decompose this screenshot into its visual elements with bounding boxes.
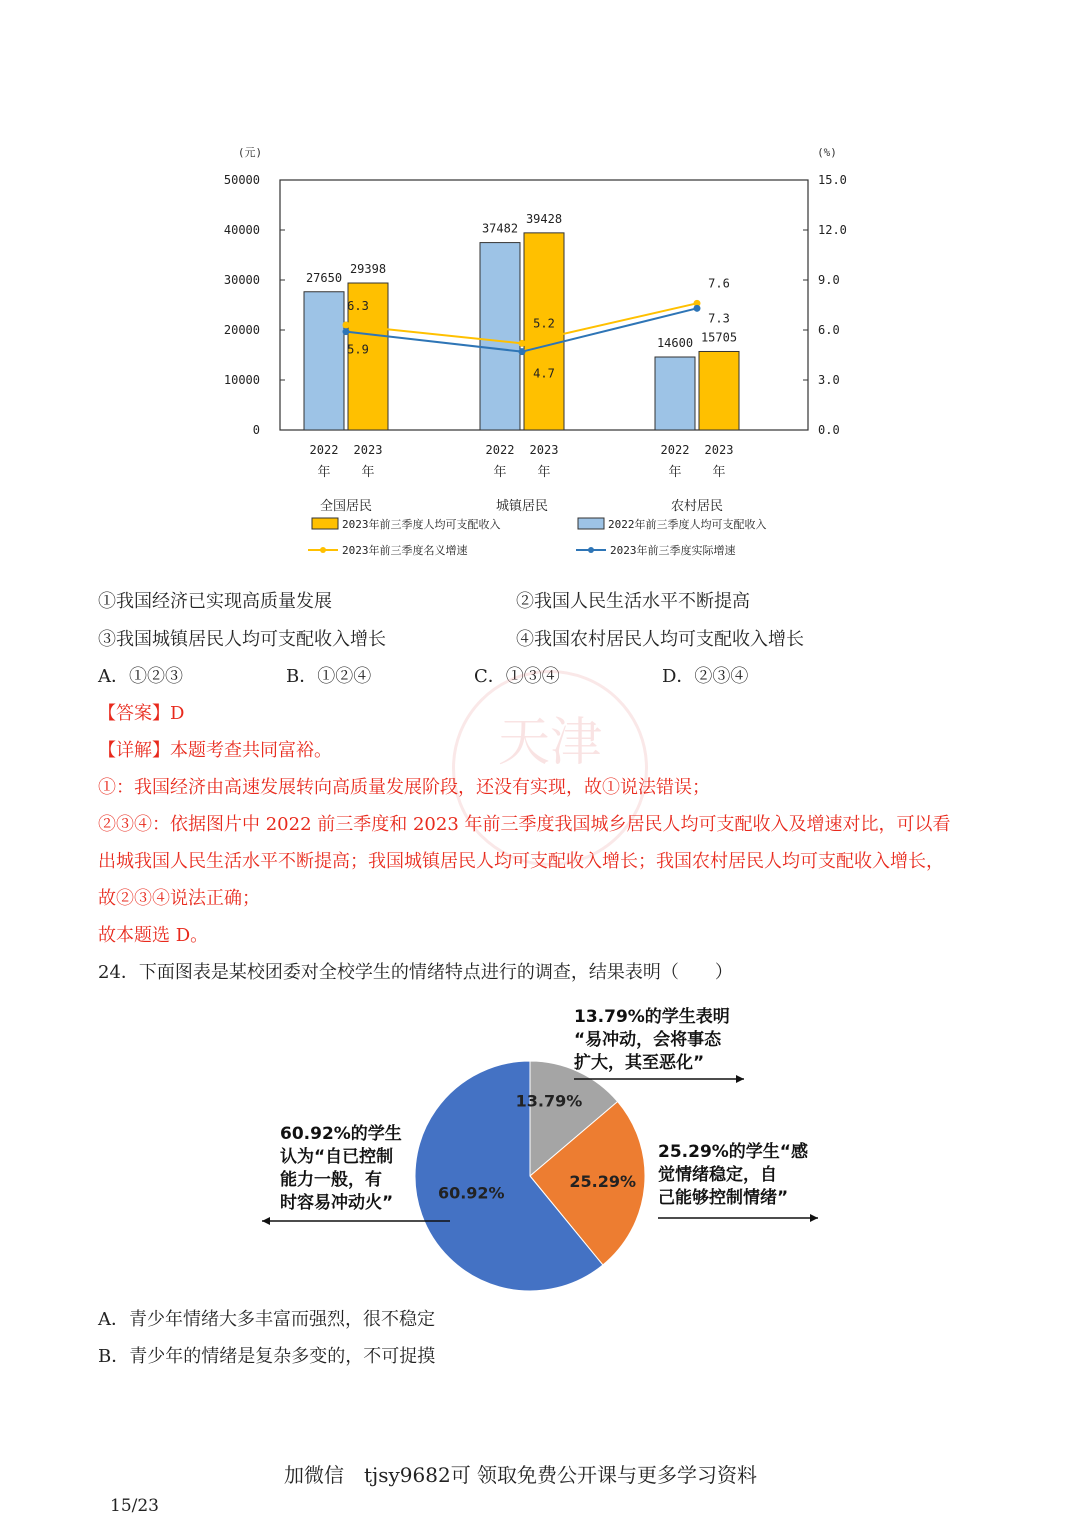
- pie-annotation-right: 己能够控制情绪”: [658, 1188, 789, 1208]
- pie-annotation-left: 认为“自已控制: [280, 1147, 394, 1167]
- real-growth-point: [343, 328, 350, 335]
- pie-value-label: 25.29%: [569, 1172, 637, 1192]
- nominal-growth-point: [343, 322, 350, 329]
- right-tick-label: 12.0: [818, 223, 847, 237]
- x-year-suffix: 年: [493, 465, 507, 480]
- left-tick-label: 50000: [223, 173, 260, 187]
- pie-annotation-top: 13.79%的学生表明: [574, 1007, 730, 1027]
- x-group-label: 农村居民: [670, 499, 724, 514]
- right-tick-label: 15.0: [818, 173, 847, 187]
- legend-label-nominal: 2023年前三季度名义增速: [342, 544, 468, 557]
- footer-text: 加微信 tjsy9682可 领取免费公开课与更多学习资料: [284, 1463, 758, 1487]
- left-tick-label: 0: [252, 423, 260, 437]
- x-year-label: 2022: [309, 443, 339, 457]
- real-growth-label: 5.9: [347, 342, 369, 357]
- bar-2023-value: 39428: [525, 211, 563, 226]
- option-3: ③我国城镇居民人均可支配收入增长: [98, 629, 386, 650]
- x-year-label: 2023: [529, 443, 559, 457]
- detail: 【详解】本题考查共同富裕。: [98, 740, 332, 761]
- left-tick-label: 10000: [223, 373, 260, 387]
- question-24: 24．下面图表是某校团委对全校学生的情绪特点进行的调查，结果表明（ ）: [98, 962, 733, 983]
- nominal-growth-point: [519, 340, 526, 347]
- explain-line-4: 故②③④说法正确；: [98, 888, 260, 909]
- x-year-label: 2023: [353, 443, 383, 457]
- bar-2022: [480, 243, 520, 430]
- page-number: 15/23: [110, 1496, 159, 1516]
- nominal-growth-label: 6.3: [347, 299, 369, 313]
- nominal-growth-label: 5.2: [533, 316, 555, 331]
- pie-annotation-left: 时容易冲动火”: [280, 1193, 394, 1213]
- bar-2022: [304, 292, 344, 430]
- explain-line-1: ①：我国经济由高速发展转向高质量发展阶段，还没有实现，故①说法错误；: [98, 777, 710, 798]
- pie-annotation-right: 25.29%的学生“感: [658, 1142, 808, 1162]
- pie-annotation-right: 觉情绪稳定，自: [658, 1165, 777, 1185]
- x-group-label: 全国居民: [319, 499, 373, 514]
- x-year-suffix: 年: [361, 465, 375, 480]
- real-growth-label: 7.3: [708, 311, 730, 326]
- choice-c: C．①③④: [474, 666, 560, 687]
- right-tick-label: 6.0: [818, 323, 840, 337]
- arrow-right-head: [810, 1214, 818, 1222]
- legend-swatch-2022: [578, 518, 604, 529]
- left-tick-label: 30000: [223, 273, 260, 287]
- choice24-a: A．青少年情绪大多丰富而强烈，很不稳定: [98, 1309, 435, 1330]
- right-tick-label: 0.0: [818, 423, 840, 437]
- right-tick-label: 3.0: [818, 373, 840, 387]
- option-4: ④我国农村居民人均可支配收入增长: [516, 629, 804, 650]
- pie-value-label: 13.79%: [515, 1091, 583, 1111]
- legend-marker-nominal: [320, 547, 326, 553]
- x-year-suffix: 年: [668, 465, 682, 480]
- pie-annotation-left: 60.92%的学生: [280, 1124, 402, 1144]
- x-year-label: 2023: [704, 443, 734, 457]
- x-group-label: 城镇居民: [495, 499, 549, 514]
- explain-line-5: 故本题选 D。: [98, 925, 209, 946]
- explain-line-3: 出城我国人民生活水平不断提高；我国城镇居民人均可支配收入增长；我国农村居民人均可支配收入增长，: [98, 851, 944, 872]
- watermark-seal: 天津: [452, 670, 648, 866]
- real-growth-label: 4.7: [533, 366, 555, 381]
- bar-2023-value: 29398: [349, 262, 387, 277]
- answer: 【答案】D: [98, 703, 185, 724]
- right-tick-label: 9.0: [818, 273, 840, 287]
- left-tick-label: 40000: [223, 223, 260, 237]
- real-growth-point: [694, 305, 701, 312]
- bar-2022-value: 27650: [305, 270, 343, 285]
- choice-b: B．①②④: [286, 666, 372, 687]
- option-2: ②我国人民生活水平不断提高: [516, 591, 750, 612]
- pie-annotation-left: 能力一般，有: [280, 1170, 382, 1190]
- legend-swatch-2023: [312, 518, 338, 529]
- option-1: ①我国经济已实现高质量发展: [98, 591, 332, 612]
- left-axis-unit: (元): [237, 146, 263, 159]
- x-year-suffix: 年: [712, 465, 726, 480]
- x-year-label: 2022: [660, 443, 690, 457]
- pie-annotation-top: “易冲动，会将事态: [574, 1030, 722, 1050]
- choice-a: A．①②③: [98, 666, 183, 687]
- bar-2022-value: 14600: [656, 336, 694, 350]
- bar-2022-value: 37482: [481, 221, 519, 236]
- legend-label-2022: 2022年前三季度人均可支配收入: [608, 518, 767, 531]
- legend-marker-real: [588, 547, 594, 553]
- bar-2023-value: 15705: [700, 330, 738, 345]
- arrow-top-head: [736, 1075, 744, 1083]
- left-tick-label: 20000: [223, 323, 260, 337]
- legend-label-2023: 2023年前三季度人均可支配收入: [342, 518, 501, 531]
- bar-2022: [655, 357, 695, 430]
- x-year-label: 2022: [485, 443, 515, 457]
- explain-line-2: ②③④：依据图片中 2022 前三季度和 2023 年前三季度我国城乡居民人均可支配收入及增速对比，可以看: [98, 814, 951, 835]
- income-chart: [200, 140, 860, 570]
- x-year-suffix: 年: [317, 465, 331, 480]
- bar-2023: [524, 233, 564, 430]
- pie-annotation-top: 扩大，其至恶化”: [574, 1053, 705, 1073]
- bar-2023: [699, 351, 739, 430]
- choice24-b: B．青少年的情绪是复杂多变的，不可捉摸: [98, 1346, 436, 1367]
- choice-d: D．②③④: [662, 666, 749, 687]
- x-year-suffix: 年: [537, 465, 551, 480]
- real-growth-point: [519, 348, 526, 355]
- legend-label-real: 2023年前三季度实际增速: [610, 544, 736, 557]
- pie-value-label: 60.92%: [437, 1183, 505, 1203]
- arrow-left-head: [262, 1217, 270, 1225]
- right-axis-unit: (%): [817, 146, 837, 159]
- nominal-growth-label: 7.6: [708, 276, 730, 291]
- emotion-pie-chart: [240, 995, 840, 1300]
